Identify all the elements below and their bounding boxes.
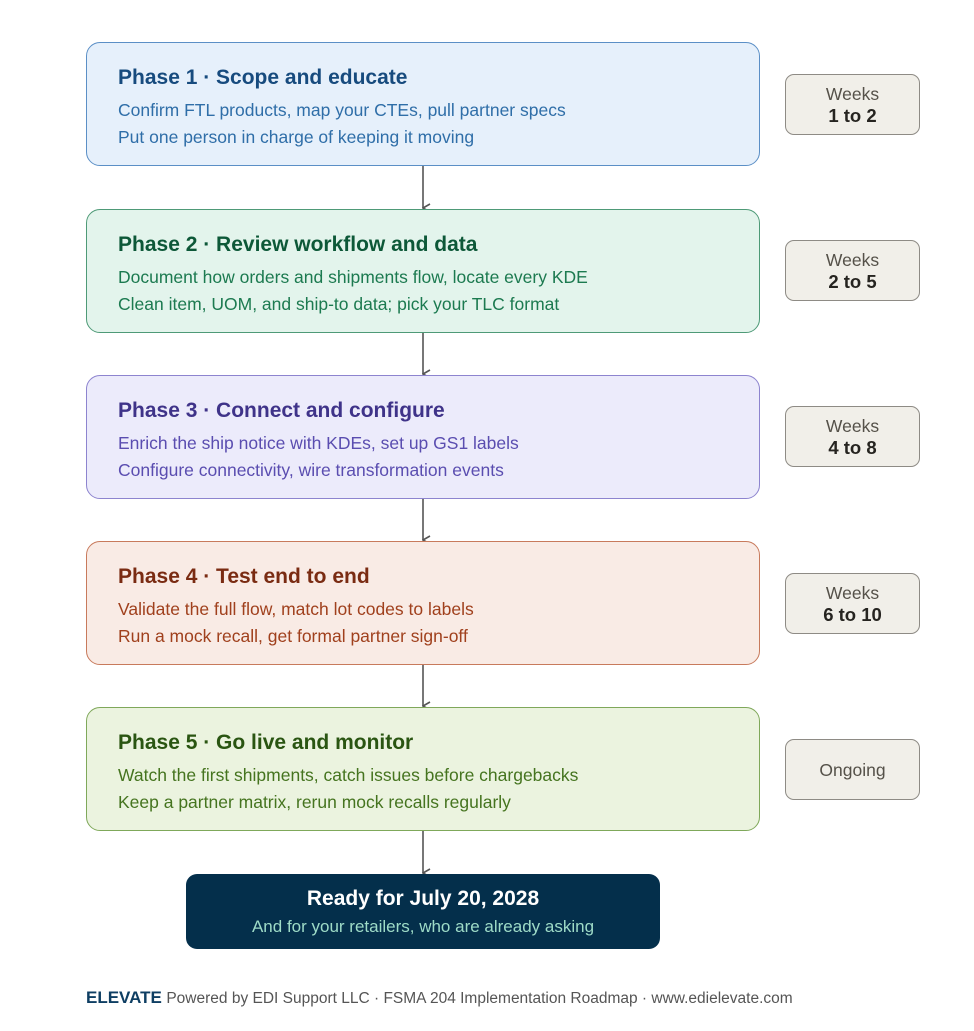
phase-4-badge-label: Weeks <box>825 582 880 603</box>
footer-text: Powered by EDI Support LLC · FSMA 204 Implementation Roadmap · www.edielevate.com <box>166 990 793 1007</box>
phase-5-box <box>86 707 760 831</box>
phase-5-badge-label: Ongoing <box>819 759 886 780</box>
phase-2-box <box>86 209 760 333</box>
footer <box>86 988 793 1009</box>
phase-4-badge-value: 6 to 10 <box>823 603 882 625</box>
phase-4-box <box>86 541 760 665</box>
phase-1-line-2: Put one person in charge of keeping it moving <box>118 127 475 147</box>
phase-3-box <box>86 375 760 499</box>
final-milestone-title: Ready for July 20, 2028 <box>306 887 540 910</box>
final-milestone-box <box>186 874 660 949</box>
phase-3-line-1: Enrich the ship notice with KDEs, set up GS1 labels <box>118 433 519 453</box>
phase-3-title: Phase 3 · Connect and configure <box>118 399 445 422</box>
phase-4-duration-badge <box>785 573 920 634</box>
phase-4-title: Phase 4 · Test end to end <box>118 565 370 588</box>
phase-1-badge-value: 1 to 2 <box>828 104 877 126</box>
phase-3-badge-label: Weeks <box>825 415 880 436</box>
phase-5-line-2: Keep a partner matrix, rerun mock recalls regularly <box>118 792 511 812</box>
phase-2-title: Phase 2 · Review workflow and data <box>118 233 478 256</box>
phase-1-line-1: Confirm FTL products, map your CTEs, pull partner specs <box>118 100 566 120</box>
phase-1-box <box>86 42 760 166</box>
final-milestone-subtitle: And for your retailers, who are already asking <box>251 917 595 936</box>
phase-2-line-1: Document how orders and shipments flow, locate every KDE <box>118 267 588 287</box>
phase-5-duration-badge <box>785 739 920 800</box>
phase-2-line-2: Clean item, UOM, and ship-to data; pick your TLC format <box>118 294 560 314</box>
phase-3-line-2: Configure connectivity, wire transformation events <box>118 460 504 480</box>
phase-1-title: Phase 1 · Scope and educate <box>118 66 408 89</box>
phase-2-badge-label: Weeks <box>825 249 880 270</box>
phase-2-badge-value: 2 to 5 <box>828 270 877 292</box>
footer-brand-logo: ELEVATE <box>86 988 162 1007</box>
phase-4-line-2: Run a mock recall, get formal partner sign-off <box>118 626 468 646</box>
phase-5-title: Phase 5 · Go live and monitor <box>118 731 414 754</box>
phase-1-badge-label: Weeks <box>825 83 880 104</box>
phase-2-duration-badge <box>785 240 920 301</box>
phase-3-duration-badge <box>785 406 920 467</box>
phase-1-duration-badge <box>785 74 920 135</box>
phase-4-line-1: Validate the full flow, match lot codes to labels <box>118 599 474 619</box>
phase-3-badge-value: 4 to 8 <box>828 436 877 458</box>
phase-5-line-1: Watch the first shipments, catch issues before chargebacks <box>118 765 579 785</box>
